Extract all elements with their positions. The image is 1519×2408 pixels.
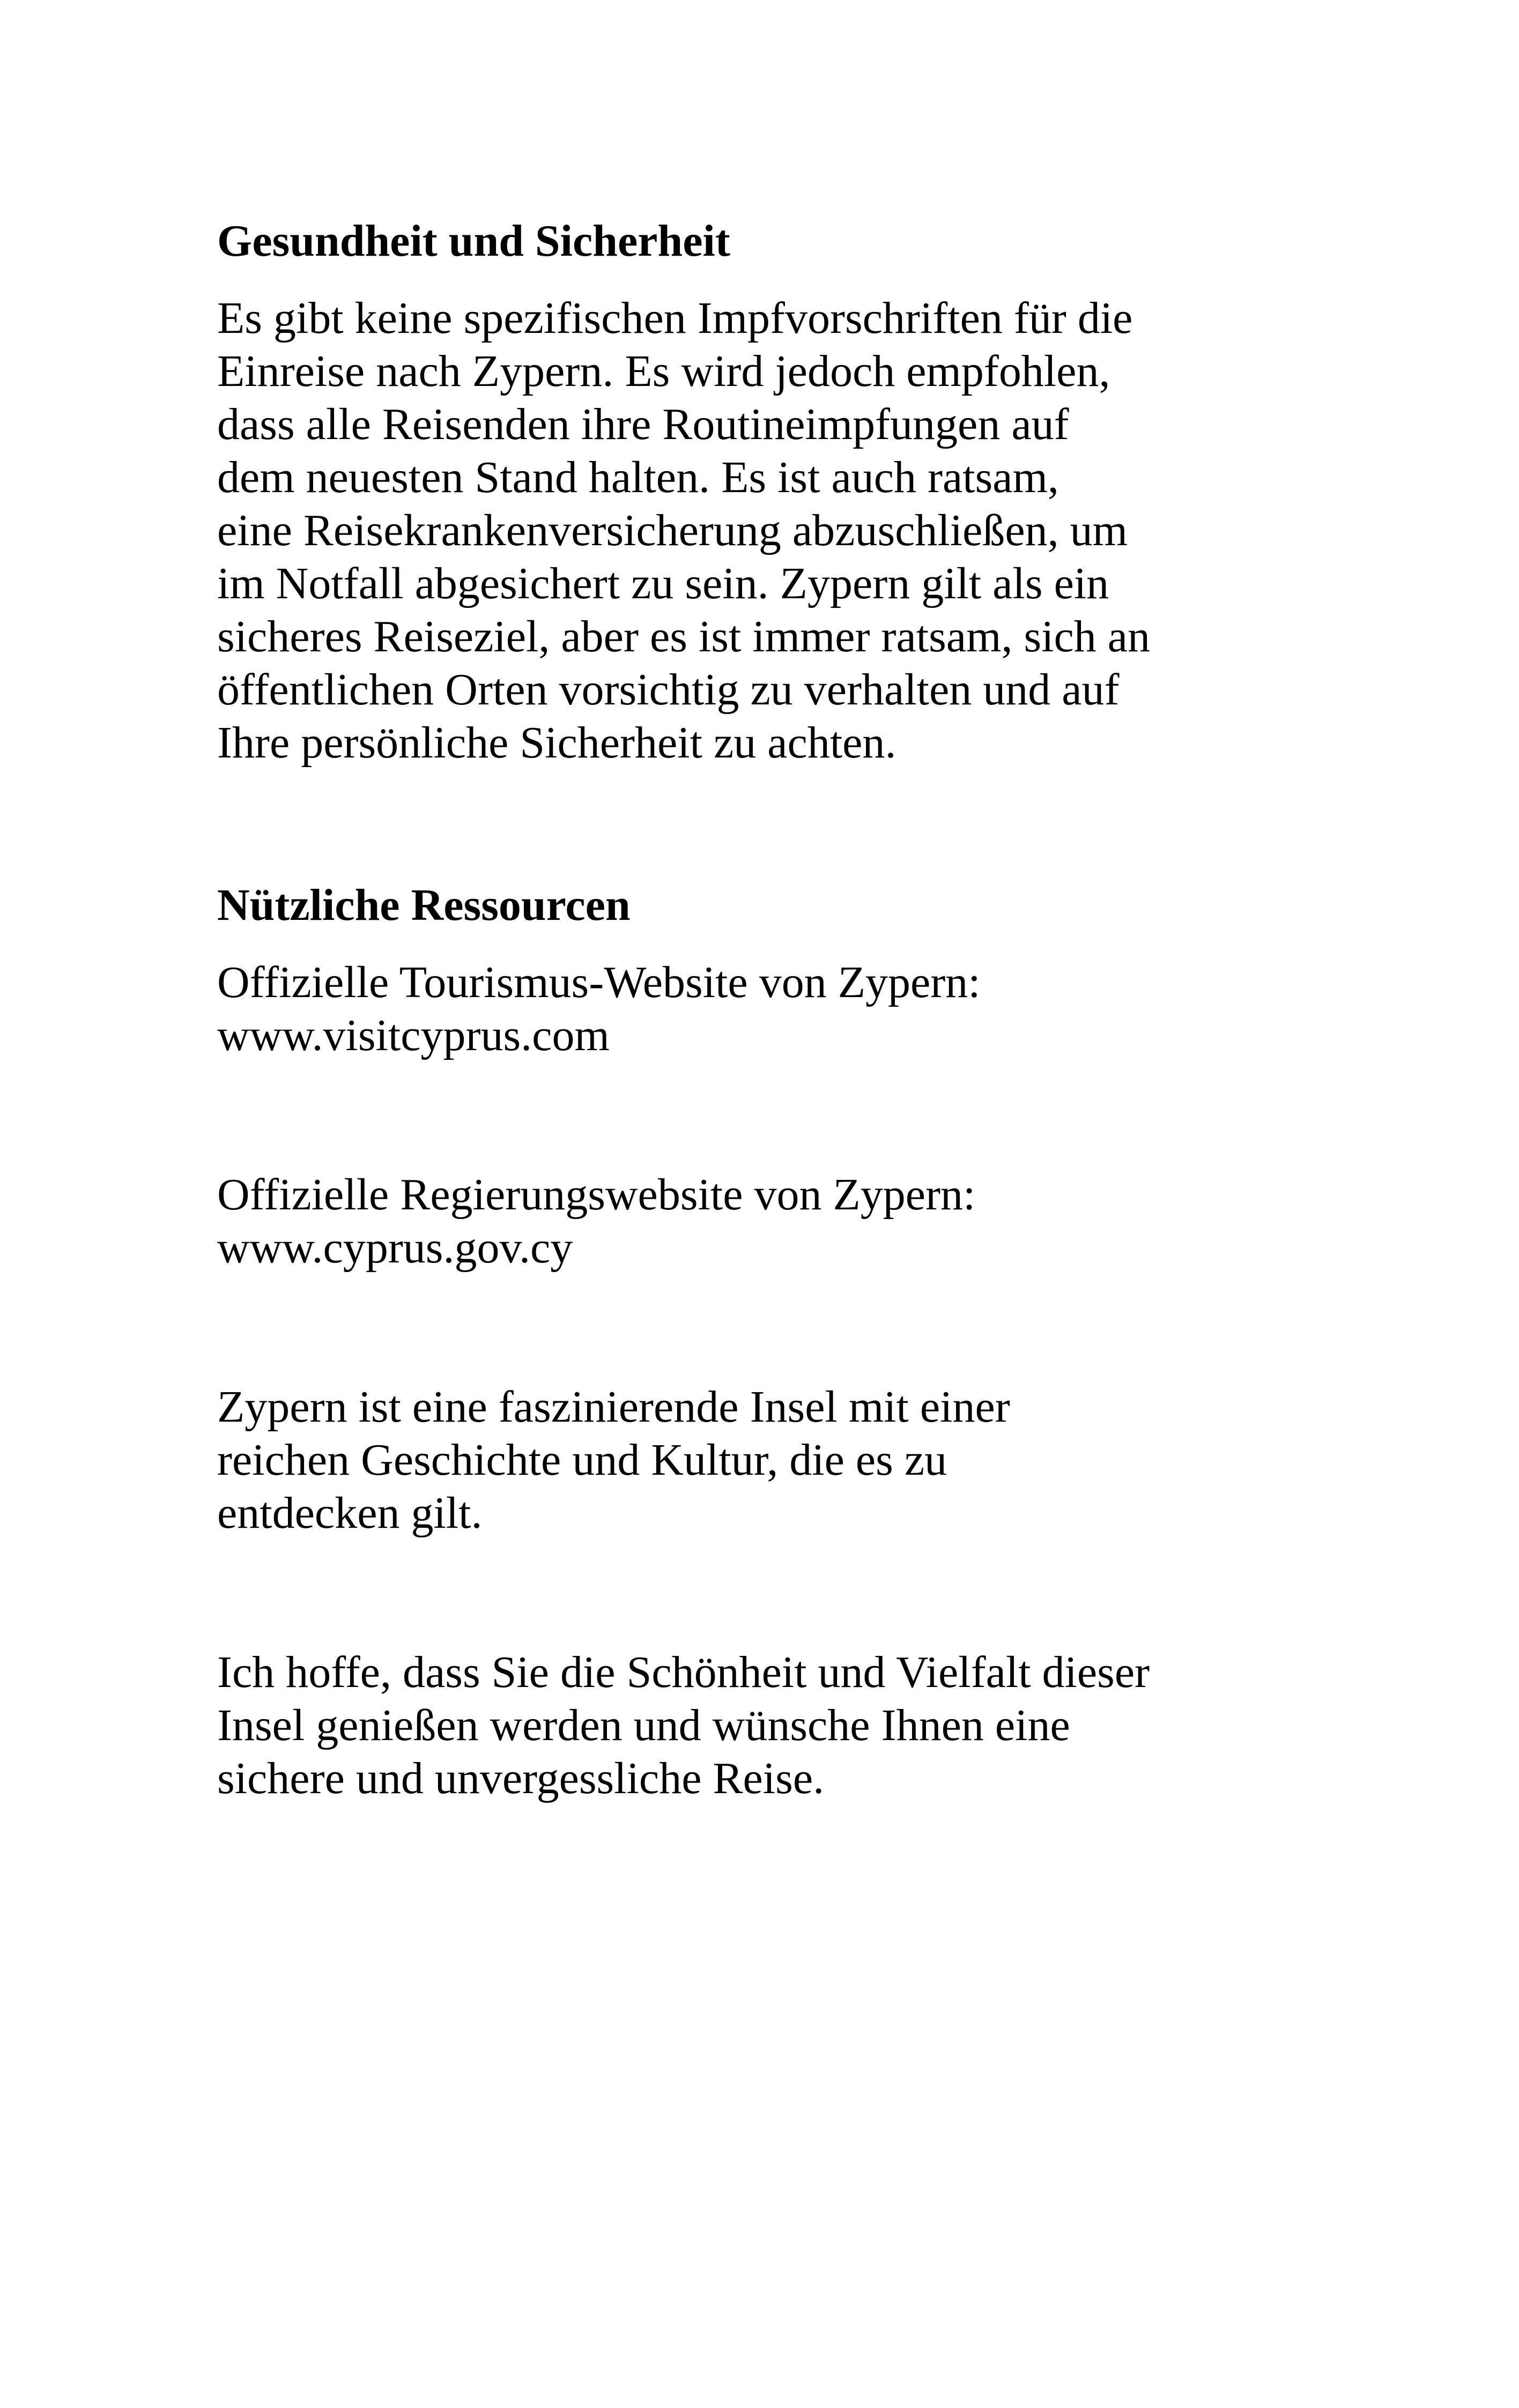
paragraph-line: entdecken gilt. bbox=[217, 1488, 483, 1538]
paragraph-line: reichen Geschichte und Kultur, die es zu bbox=[217, 1435, 947, 1485]
government-website-label: Offizielle Regierungswebsite von Zypern: bbox=[217, 1170, 976, 1220]
document-page bbox=[217, 214, 1343, 1805]
paragraph-line: Zypern ist eine faszinierende Insel mit einer bbox=[217, 1382, 1010, 1432]
paragraph-line: sichere und unvergessliche Reise. bbox=[217, 1753, 825, 1803]
paragraph-line: Einreise nach Zypern. Es wird jedoch empfohlen, bbox=[217, 346, 1110, 396]
health-safety-paragraph bbox=[217, 292, 1343, 769]
health-safety-heading: Gesundheit und Sicherheit bbox=[217, 216, 730, 266]
paragraph-line: im Notfall abgesichert zu sein. Zypern gilt als ein bbox=[217, 559, 1109, 608]
paragraph-line: Ihre persönliche Sicherheit zu achten. bbox=[217, 718, 896, 768]
paragraph-line: dem neuesten Stand halten. Es ist auch ratsam, bbox=[217, 452, 1059, 502]
useful-resources-heading: Nützliche Ressourcen bbox=[217, 880, 631, 930]
paragraph-line: eine Reisekrankenversicherung abzuschließen, um bbox=[217, 506, 1128, 555]
closing-paragraph-culture bbox=[217, 1380, 1343, 1540]
tourism-website-entry bbox=[217, 956, 1343, 1062]
paragraph-line: Insel genießen werden und wünsche Ihnen eine bbox=[217, 1700, 1070, 1750]
closing-paragraph-wishes bbox=[217, 1646, 1343, 1805]
paragraph-line: öffentlichen Orten vorsichtig zu verhalten und auf bbox=[217, 665, 1120, 715]
government-website-entry bbox=[217, 1168, 1343, 1274]
paragraph-line: Es gibt keine spezifischen Impfvorschriften für die bbox=[217, 293, 1133, 343]
government-website-url: www.cyprus.gov.cy bbox=[217, 1223, 573, 1273]
paragraph-line: Ich hoffe, dass Sie die Schönheit und Vielfalt dieser bbox=[217, 1647, 1150, 1697]
paragraph-line: dass alle Reisenden ihre Routineimpfungen auf bbox=[217, 399, 1069, 449]
tourism-website-url: www.visitcyprus.com bbox=[217, 1010, 610, 1060]
tourism-website-label: Offizielle Tourismus-Website von Zypern: bbox=[217, 957, 981, 1007]
paragraph-line: sicheres Reiseziel, aber es ist immer ratsam, sich an bbox=[217, 612, 1151, 662]
